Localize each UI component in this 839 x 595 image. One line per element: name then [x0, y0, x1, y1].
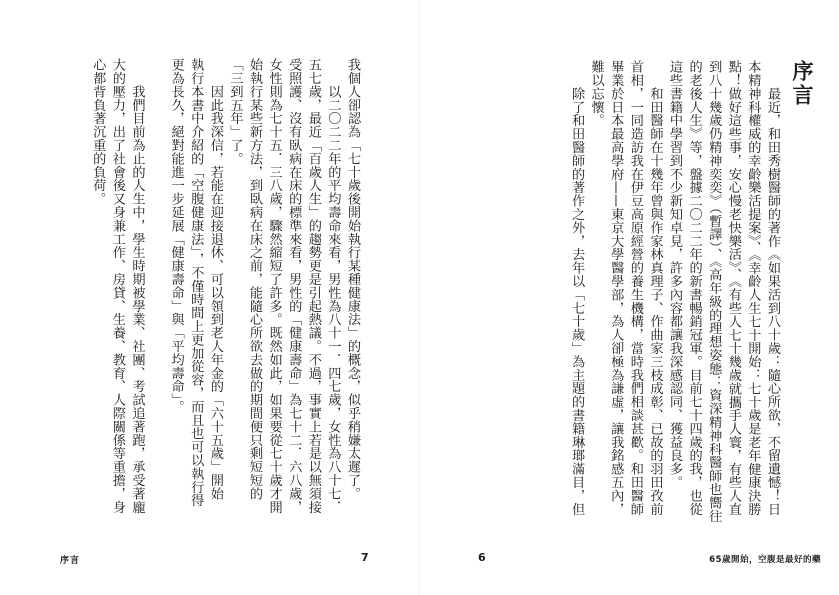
page-number-left: 7 — [361, 551, 369, 564]
text-column: 執行本書中介紹的「空腹健康法」，不僅時間上更加從容，而且也可以執行得 — [188, 58, 204, 507]
text-column: 最近，和田秀樹醫師的著作《如果活到八十歲：隨心所欲，不留遺憾！日 — [765, 60, 780, 516]
text-column: 除了和田醫師的著作之外，去年以「七十歲」為主題的書籍琳瑯滿目，但 — [569, 60, 585, 516]
text-column: 以二〇二二年的平均壽命來看，男性為八十一．四七歲，女性為八十七． — [325, 58, 341, 514]
text-column: 難以忘懷。 — [588, 60, 604, 127]
running-head-left: 序言 — [60, 556, 81, 566]
right-page — [420, 0, 839, 595]
text-column: 始執行某些新方法，到臥病在床之前，能隨心所欲去做的期間便只剩短短的 — [247, 58, 263, 501]
running-head-right: 65歲開始，空腹是最好的藥 — [709, 555, 821, 565]
page-title: 序言 — [790, 60, 814, 108]
text-column: 和田醫師在十幾年曾與作家林真理子、作曲家三枝成彰、已故的羽田孜前 — [647, 60, 663, 516]
text-column: 五七歲，最近「百歲人生」的趨勢更是引起熱議。不過，事實上若是以無須接 — [305, 58, 321, 514]
text-column: 女性則為七十五．三八歲，驟然縮短了許多。既然如此，如果要從七十歲才開 — [266, 58, 282, 514]
text-column: 畢業於日本最高學府——東京大學醫學部，為人卻極為謙虛，讓我銘感五內， — [608, 60, 624, 516]
text-column: 我們目前為止的人生中，學生時期被學業、社團、考試追著跑，承受著龐 — [129, 58, 145, 514]
text-column: 更為長久，絕對能進一步延展「健康壽命」與「平均壽命」。 — [168, 58, 184, 414]
text-column: 首相，一同造訪我在伊豆高原經營的養生機構，當時我們相談甚歡。和田醫師 — [627, 60, 643, 516]
left-page-body — [88, 58, 362, 528]
text-column: 點！做好這些事，安心慢老快樂活》、《有些人七十幾歲就攜手人寰，有些人直 — [725, 60, 741, 516]
text-column: 受照護、沒有臥病在床的標準來看，男性的「健康壽命」為七十二．六八歲， — [286, 58, 302, 514]
text-column: 大的壓力，出了社會後又身兼工作、房貸、生養、教育、人際關係等重擔，身 — [109, 58, 125, 514]
right-page-body — [566, 60, 782, 530]
blank-column — [146, 58, 166, 528]
text-column: 心都背負著沉重的負荷。 — [90, 58, 106, 206]
text-column: 到八十幾歲仍精神奕奕》（暫譯）、《高年級的理想姿態：資深精神科醫師也嚮往 — [706, 60, 722, 523]
text-column: 這些書籍中學習到不少新知卓見，許多內容都讓我深感認同、獲益良多。 — [667, 60, 683, 489]
text-column: 的老後人生》等，盤據二〇二二年的新書暢銷冠軍。目前七十四歲的我，也從 — [686, 60, 702, 516]
page-number-right: 6 — [478, 551, 486, 564]
text-column: 因此我深信，若能在迎接退休、可以領到老人年金的「六十五歲」開始 — [207, 58, 223, 501]
text-column: 「三到五年」了。 — [227, 58, 243, 166]
text-column: 本精神科權威的幸齡樂活提案》、《幸齡人生七十開始：七十歲是老年健康決勝 — [745, 60, 761, 516]
text-column: 我個人卻認為「七十歲後開始執行某種健康法」的概念，似乎稍嫌太遲了。 — [345, 58, 360, 501]
